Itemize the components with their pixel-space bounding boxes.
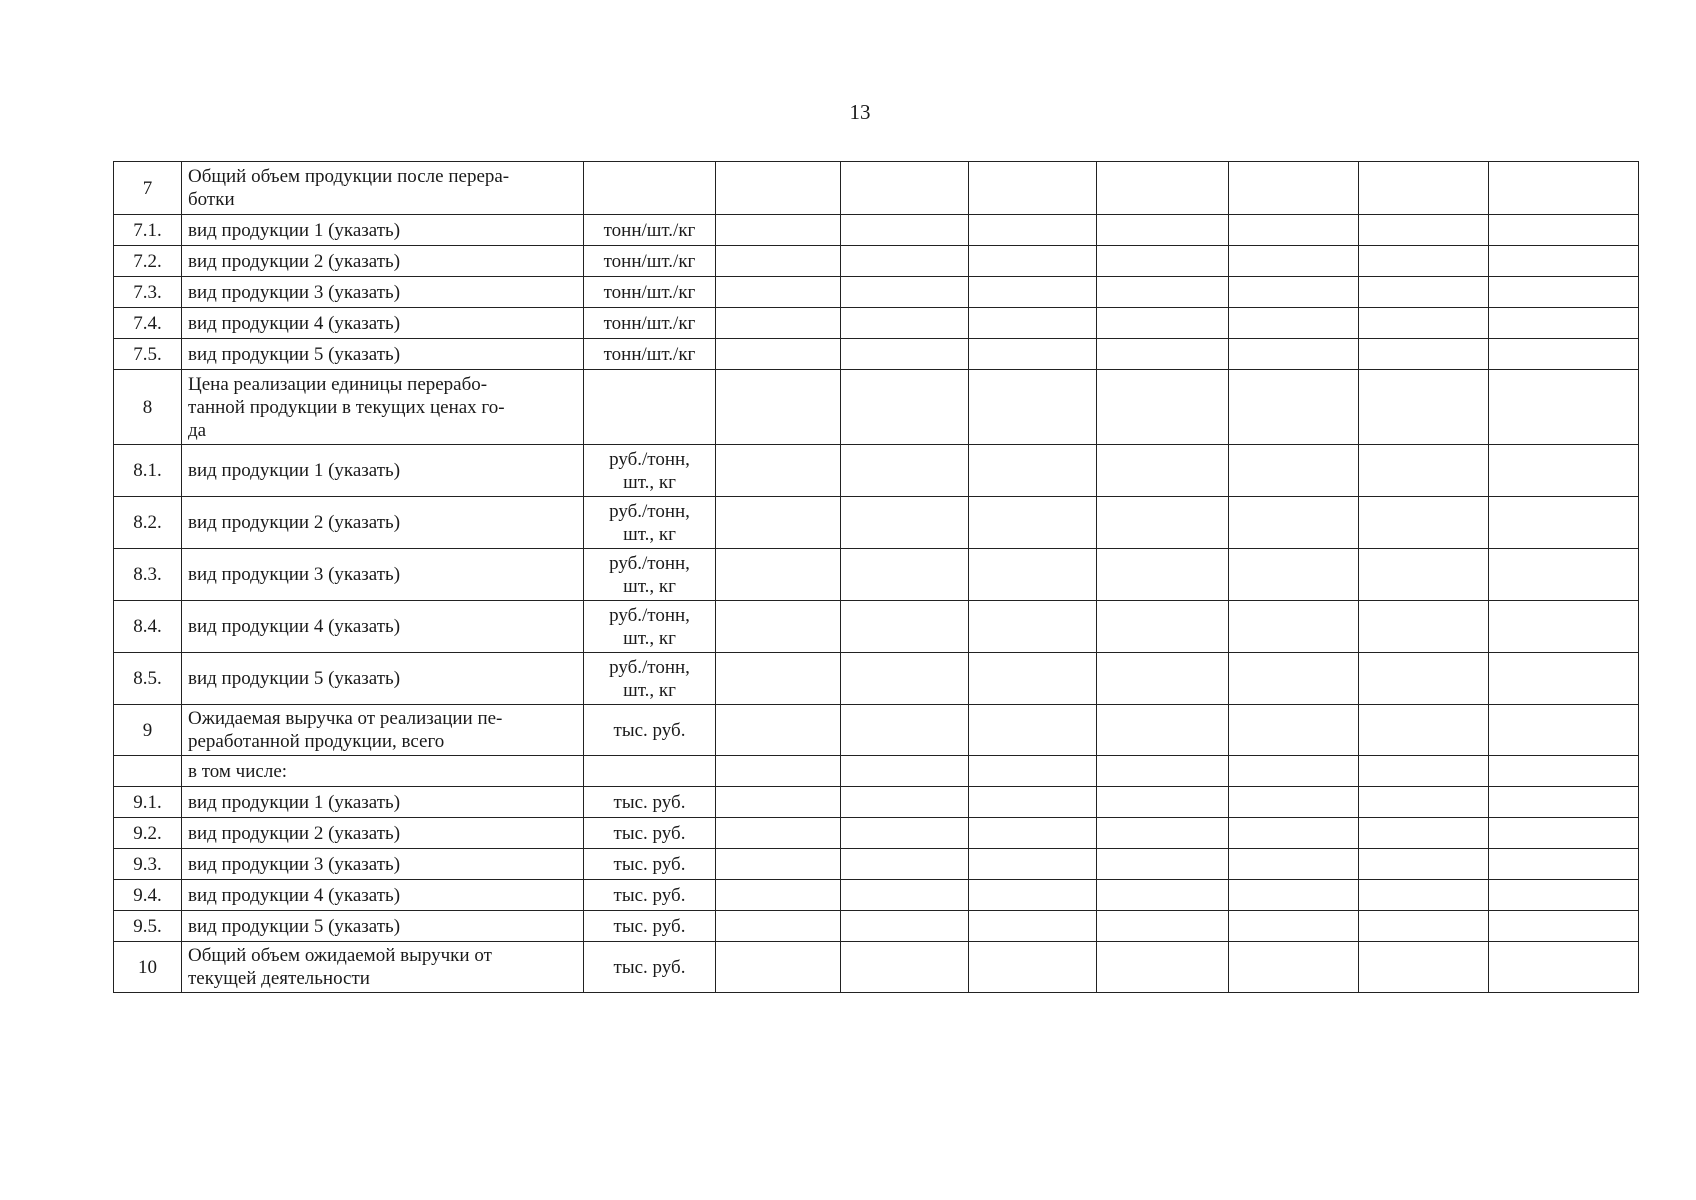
unit-of-measure: тыс. руб.	[584, 818, 716, 849]
empty-value-cell	[841, 339, 969, 370]
empty-value-cell	[716, 277, 841, 308]
table-row	[114, 497, 1639, 549]
empty-value-cell	[716, 880, 841, 911]
empty-value-cell	[1097, 849, 1229, 880]
empty-value-cell	[1489, 215, 1639, 246]
unit-of-measure: тыс. руб.	[584, 787, 716, 818]
unit-of-measure: тыс. руб.	[584, 849, 716, 880]
empty-value-cell	[1097, 445, 1229, 497]
empty-value-cell	[1489, 942, 1639, 993]
empty-value-cell	[969, 756, 1097, 787]
table-row	[114, 705, 1639, 756]
row-number: 8.1.	[114, 445, 182, 497]
empty-value-cell	[841, 601, 969, 653]
empty-value-cell	[716, 162, 841, 215]
empty-value-cell	[1489, 653, 1639, 705]
empty-value-cell	[969, 849, 1097, 880]
empty-value-cell	[1229, 370, 1359, 445]
row-number: 7.4.	[114, 308, 182, 339]
empty-value-cell	[1359, 880, 1489, 911]
unit-of-measure	[584, 756, 716, 787]
row-number: 9.2.	[114, 818, 182, 849]
empty-value-cell	[1489, 339, 1639, 370]
empty-value-cell	[716, 549, 841, 601]
empty-value-cell	[1097, 308, 1229, 339]
empty-value-cell	[1097, 787, 1229, 818]
empty-value-cell	[1097, 370, 1229, 445]
empty-value-cell	[1489, 880, 1639, 911]
unit-of-measure	[584, 370, 716, 445]
empty-value-cell	[1229, 818, 1359, 849]
empty-value-cell	[1229, 942, 1359, 993]
empty-value-cell	[1489, 601, 1639, 653]
empty-value-cell	[969, 653, 1097, 705]
table-row	[114, 942, 1639, 993]
empty-value-cell	[969, 601, 1097, 653]
empty-value-cell	[1489, 549, 1639, 601]
indicator-name: вид продукции 1 (указать)	[182, 787, 584, 818]
indicator-name: вид продукции 4 (указать)	[182, 601, 584, 653]
empty-value-cell	[969, 277, 1097, 308]
empty-value-cell	[1359, 339, 1489, 370]
row-number: 7.5.	[114, 339, 182, 370]
empty-value-cell	[716, 308, 841, 339]
empty-value-cell	[1229, 787, 1359, 818]
empty-value-cell	[1489, 497, 1639, 549]
unit-of-measure: тыс. руб.	[584, 705, 716, 756]
table-row	[114, 246, 1639, 277]
row-number	[114, 756, 182, 787]
unit-of-measure: тыс. руб.	[584, 942, 716, 993]
empty-value-cell	[1359, 756, 1489, 787]
empty-value-cell	[1359, 445, 1489, 497]
indicator-name: вид продукции 2 (указать)	[182, 246, 584, 277]
table-row	[114, 818, 1639, 849]
empty-value-cell	[841, 370, 969, 445]
empty-value-cell	[841, 246, 969, 277]
indicator-name: Общий объем ожидаемой выручки от текущей деятельности	[182, 942, 584, 993]
indicator-name: вид продукции 3 (указать)	[182, 849, 584, 880]
empty-value-cell	[1359, 601, 1489, 653]
empty-value-cell	[841, 849, 969, 880]
indicator-name: вид продукции 1 (указать)	[182, 215, 584, 246]
unit-of-measure: тонн/шт./кг	[584, 215, 716, 246]
empty-value-cell	[1097, 339, 1229, 370]
empty-value-cell	[1097, 549, 1229, 601]
table-row	[114, 787, 1639, 818]
table-row	[114, 549, 1639, 601]
empty-value-cell	[1359, 308, 1489, 339]
unit-of-measure: руб./тонн, шт., кг	[584, 601, 716, 653]
empty-value-cell	[716, 215, 841, 246]
empty-value-cell	[1359, 215, 1489, 246]
unit-of-measure	[584, 162, 716, 215]
empty-value-cell	[1097, 162, 1229, 215]
indicator-name: вид продукции 3 (указать)	[182, 277, 584, 308]
empty-value-cell	[1359, 162, 1489, 215]
empty-value-cell	[1359, 911, 1489, 942]
empty-value-cell	[1097, 497, 1229, 549]
indicator-name: вид продукции 4 (указать)	[182, 880, 584, 911]
empty-value-cell	[841, 818, 969, 849]
empty-value-cell	[969, 339, 1097, 370]
empty-value-cell	[969, 246, 1097, 277]
empty-value-cell	[1489, 911, 1639, 942]
empty-value-cell	[1097, 277, 1229, 308]
unit-of-measure: руб./тонн, шт., кг	[584, 549, 716, 601]
indicator-name: вид продукции 5 (указать)	[182, 339, 584, 370]
empty-value-cell	[969, 787, 1097, 818]
empty-value-cell	[1229, 497, 1359, 549]
table-row	[114, 601, 1639, 653]
empty-value-cell	[716, 497, 841, 549]
empty-value-cell	[1489, 308, 1639, 339]
empty-value-cell	[716, 849, 841, 880]
row-number: 10	[114, 942, 182, 993]
empty-value-cell	[1097, 818, 1229, 849]
unit-of-measure: тыс. руб.	[584, 880, 716, 911]
empty-value-cell	[841, 497, 969, 549]
row-number: 9.1.	[114, 787, 182, 818]
table-row	[114, 849, 1639, 880]
indicators-table	[113, 161, 1639, 993]
empty-value-cell	[841, 705, 969, 756]
table-row	[114, 277, 1639, 308]
indicator-name: вид продукции 4 (указать)	[182, 308, 584, 339]
empty-value-cell	[1229, 653, 1359, 705]
empty-value-cell	[841, 445, 969, 497]
empty-value-cell	[1489, 705, 1639, 756]
row-number: 8.5.	[114, 653, 182, 705]
empty-value-cell	[969, 445, 1097, 497]
table-row	[114, 911, 1639, 942]
table-row	[114, 445, 1639, 497]
empty-value-cell	[1489, 162, 1639, 215]
empty-value-cell	[841, 911, 969, 942]
empty-value-cell	[1359, 246, 1489, 277]
unit-of-measure: тонн/шт./кг	[584, 277, 716, 308]
empty-value-cell	[841, 549, 969, 601]
indicator-name: вид продукции 5 (указать)	[182, 653, 584, 705]
empty-value-cell	[1489, 787, 1639, 818]
empty-value-cell	[1359, 653, 1489, 705]
row-number: 7.2.	[114, 246, 182, 277]
empty-value-cell	[841, 880, 969, 911]
indicator-name: вид продукции 3 (указать)	[182, 549, 584, 601]
empty-value-cell	[841, 653, 969, 705]
empty-value-cell	[1489, 246, 1639, 277]
table-row	[114, 370, 1639, 445]
unit-of-measure: тыс. руб.	[584, 911, 716, 942]
empty-value-cell	[1489, 277, 1639, 308]
row-number: 8.3.	[114, 549, 182, 601]
unit-of-measure: тонн/шт./кг	[584, 246, 716, 277]
unit-of-measure: руб./тонн, шт., кг	[584, 653, 716, 705]
empty-value-cell	[969, 215, 1097, 246]
page-number: 13	[849, 100, 871, 124]
row-number: 8	[114, 370, 182, 445]
table-row	[114, 308, 1639, 339]
row-number: 9.4.	[114, 880, 182, 911]
indicator-name: вид продукции 1 (указать)	[182, 445, 584, 497]
empty-value-cell	[841, 162, 969, 215]
empty-value-cell	[1489, 849, 1639, 880]
empty-value-cell	[1229, 849, 1359, 880]
empty-value-cell	[1229, 880, 1359, 911]
empty-value-cell	[969, 549, 1097, 601]
indicator-name: вид продукции 2 (указать)	[182, 497, 584, 549]
empty-value-cell	[1359, 818, 1489, 849]
empty-value-cell	[1359, 497, 1489, 549]
row-number: 8.4.	[114, 601, 182, 653]
empty-value-cell	[969, 880, 1097, 911]
table-row	[114, 162, 1639, 215]
empty-value-cell	[1489, 370, 1639, 445]
empty-value-cell	[1489, 818, 1639, 849]
empty-value-cell	[1097, 756, 1229, 787]
empty-value-cell	[1097, 215, 1229, 246]
empty-value-cell	[1097, 705, 1229, 756]
empty-value-cell	[969, 911, 1097, 942]
empty-value-cell	[716, 756, 841, 787]
empty-value-cell	[716, 705, 841, 756]
row-number: 7.1.	[114, 215, 182, 246]
empty-value-cell	[969, 818, 1097, 849]
indicator-name: в том числе:	[182, 756, 584, 787]
empty-value-cell	[1097, 942, 1229, 993]
empty-value-cell	[841, 756, 969, 787]
table-row	[114, 215, 1639, 246]
row-number: 7.3.	[114, 277, 182, 308]
indicator-name: Цена реализации единицы перерабо- танной продукции в текущих ценах го- да	[182, 370, 584, 445]
empty-value-cell	[1359, 277, 1489, 308]
unit-of-measure: руб./тонн, шт., кг	[584, 445, 716, 497]
empty-value-cell	[1489, 756, 1639, 787]
empty-value-cell	[969, 162, 1097, 215]
unit-of-measure: тонн/шт./кг	[584, 308, 716, 339]
empty-value-cell	[1229, 308, 1359, 339]
empty-value-cell	[1229, 162, 1359, 215]
empty-value-cell	[716, 653, 841, 705]
empty-value-cell	[716, 339, 841, 370]
empty-value-cell	[841, 308, 969, 339]
empty-value-cell	[969, 705, 1097, 756]
table-row	[114, 653, 1639, 705]
indicator-name: Общий объем продукции после перера- ботки	[182, 162, 584, 215]
empty-value-cell	[1359, 549, 1489, 601]
empty-value-cell	[1097, 880, 1229, 911]
empty-value-cell	[1359, 705, 1489, 756]
indicator-name: вид продукции 5 (указать)	[182, 911, 584, 942]
empty-value-cell	[1097, 246, 1229, 277]
empty-value-cell	[716, 246, 841, 277]
empty-value-cell	[1359, 787, 1489, 818]
empty-value-cell	[1489, 445, 1639, 497]
empty-value-cell	[716, 942, 841, 993]
empty-value-cell	[841, 787, 969, 818]
empty-value-cell	[969, 942, 1097, 993]
row-number: 9	[114, 705, 182, 756]
empty-value-cell	[1229, 601, 1359, 653]
table-row	[114, 880, 1639, 911]
empty-value-cell	[969, 370, 1097, 445]
unit-of-measure: тонн/шт./кг	[584, 339, 716, 370]
row-number: 8.2.	[114, 497, 182, 549]
empty-value-cell	[1229, 445, 1359, 497]
empty-value-cell	[969, 308, 1097, 339]
empty-value-cell	[1229, 756, 1359, 787]
empty-value-cell	[1359, 849, 1489, 880]
empty-value-cell	[716, 601, 841, 653]
empty-value-cell	[1097, 653, 1229, 705]
empty-value-cell	[1229, 705, 1359, 756]
empty-value-cell	[1229, 277, 1359, 308]
row-number: 9.5.	[114, 911, 182, 942]
empty-value-cell	[1097, 601, 1229, 653]
empty-value-cell	[1097, 911, 1229, 942]
empty-value-cell	[1229, 911, 1359, 942]
empty-value-cell	[1359, 370, 1489, 445]
indicator-name: вид продукции 2 (указать)	[182, 818, 584, 849]
empty-value-cell	[716, 818, 841, 849]
empty-value-cell	[716, 445, 841, 497]
row-number: 9.3.	[114, 849, 182, 880]
table-row	[114, 756, 1639, 787]
empty-value-cell	[969, 497, 1097, 549]
empty-value-cell	[1229, 215, 1359, 246]
empty-value-cell	[1229, 549, 1359, 601]
table-row	[114, 339, 1639, 370]
empty-value-cell	[716, 787, 841, 818]
empty-value-cell	[841, 277, 969, 308]
empty-value-cell	[1229, 246, 1359, 277]
empty-value-cell	[716, 911, 841, 942]
empty-value-cell	[1359, 942, 1489, 993]
empty-value-cell	[841, 215, 969, 246]
empty-value-cell	[716, 370, 841, 445]
empty-value-cell	[1229, 339, 1359, 370]
empty-value-cell	[841, 942, 969, 993]
row-number: 7	[114, 162, 182, 215]
unit-of-measure: руб./тонн, шт., кг	[584, 497, 716, 549]
indicator-name: Ожидаемая выручка от реализации пе- реработанной продукции, всего	[182, 705, 584, 756]
table-body	[114, 162, 1639, 993]
